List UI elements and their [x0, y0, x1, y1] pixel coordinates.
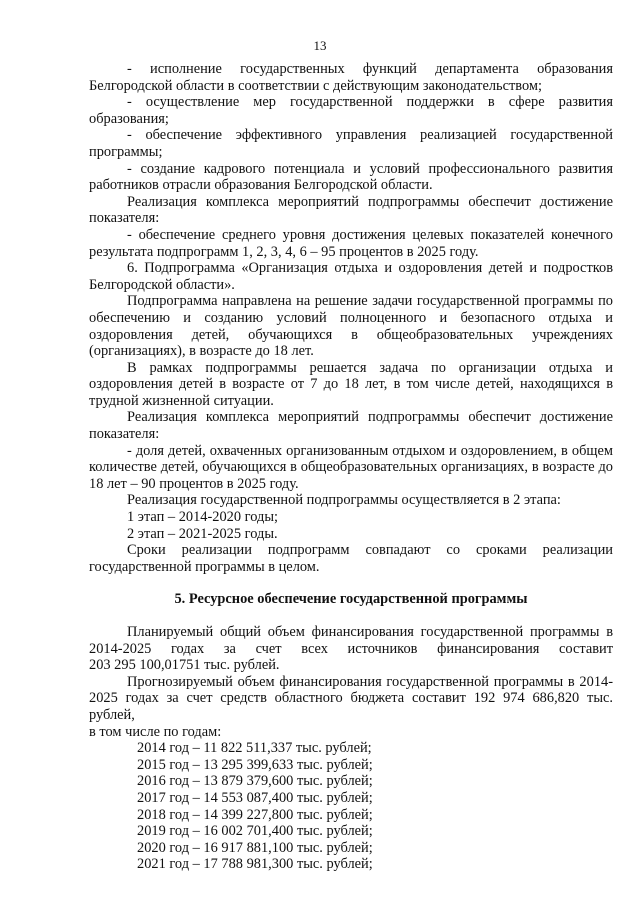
stage-item: 1 этап – 2014-2020 годы;	[127, 509, 278, 526]
paragraph-line: 2025 годах за счет средств областного бюджета составит 192 974 686,820 тыс. рублей,	[89, 690, 613, 723]
stage-item: 2 этап – 2021-2025 годы.	[127, 525, 278, 542]
year-funding-item: 2017 год – 14 553 087,400 тыс. рублей;	[137, 789, 373, 806]
subprogram-title: 6. Подпрограмма «Организация отдыха и оздоровления детей и подростков	[127, 260, 613, 277]
indicator-line: 18 лет – 90 процентов в 2025 году.	[89, 475, 299, 492]
list-item-continuation: работников отрасли образования Белгородской области.	[89, 177, 433, 194]
paragraph-line: обеспечению и созданию условий полноценного и безопасного отдыха и	[89, 309, 613, 326]
list-item: - исполнение государственных функций департамента образования	[127, 61, 613, 77]
paragraph-line: Сроки реализации подпрограмм совпадают со сроками реализации	[127, 542, 613, 559]
stages-intro: Реализация государственной подпрограммы осуществляется в 2 этапа:	[127, 492, 561, 509]
indicator-line: - обеспечение среднего уровня достижения целевых показателей конечного	[127, 226, 613, 243]
paragraph-line: В рамках подпрограммы решается задача по организации отдыха и	[127, 359, 613, 376]
year-funding-item: 2015 год – 13 295 399,633 тыс. рублей;	[137, 756, 373, 773]
paragraph-line: Подпрограмма направлена на решение задачи государственной программы по	[127, 293, 613, 310]
paragraph-line: оздоровления детей, обучающихся в общеобразовательных учреждениях	[89, 326, 613, 343]
list-item-continuation: программы;	[89, 143, 163, 160]
paragraph-line: Прогнозируемый объем финансирования государственной программы в 2014-	[127, 673, 613, 690]
paragraph-line: оздоровления детей в возрасте от 7 до 18 лет, в том числе детей, находящихся в	[89, 376, 613, 393]
list-item-continuation: Белгородской области в соответствии с действующим законодательством;	[89, 77, 542, 94]
indicator-line: - доля детей, охваченных организованным отдыхом и оздоровлением, в общем	[127, 442, 613, 459]
paragraph-line: Планируемый общий объем финансирования государственной программы в	[127, 624, 613, 640]
paragraph-line: (организациях), в возрасте до 18 лет.	[89, 343, 314, 360]
paragraph-line: Реализация комплекса мероприятий подпрограммы обеспечит достижение	[127, 409, 613, 426]
paragraph-line: трудной жизненной ситуации.	[89, 392, 274, 409]
year-funding-item: 2020 год – 16 917 881,100 тыс. рублей;	[137, 839, 373, 856]
paragraph-line: показателя:	[89, 426, 160, 443]
section-heading: 5. Ресурсное обеспечение государственной программы	[174, 591, 528, 608]
paragraph-line: показателя:	[89, 210, 160, 227]
year-funding-item: 2014 год – 11 822 511,337 тыс. рублей;	[137, 740, 372, 757]
list-item: - осуществление мер государственной поддержки в сфере развития	[127, 94, 613, 111]
paragraph-line: 2014-2025 годах за счет всех источников финансирования составит	[89, 640, 613, 657]
year-funding-item: 2016 год – 13 879 379,600 тыс. рублей;	[137, 773, 373, 790]
page-number: 13	[313, 38, 327, 53]
indicator-line: результата подпрограмм 1, 2, 3, 4, 6 – 95 процентов в 2025 году.	[89, 243, 479, 260]
list-item: - обеспечение эффективного управления реализацией государственной	[127, 127, 613, 144]
year-funding-item: 2018 год – 14 399 227,800 тыс. рублей;	[137, 806, 373, 823]
document-body	[89, 61, 613, 873]
paragraph-line: государственной программы в целом.	[89, 558, 320, 575]
paragraph-line: в том числе по годам:	[89, 723, 222, 740]
year-funding-item: 2021 год – 17 788 981,300 тыс. рублей;	[137, 856, 373, 873]
subprogram-title: Белгородской области».	[89, 276, 235, 293]
list-item-continuation: образования;	[89, 110, 169, 127]
yearly-funding-list	[89, 740, 613, 873]
paragraph-line: 203 295 100,01751 тыс. рублей.	[89, 657, 280, 674]
year-funding-item: 2019 год – 16 002 701,400 тыс. рублей;	[137, 823, 373, 840]
paragraph-line: Реализация комплекса мероприятий подпрограммы обеспечит достижение	[127, 193, 613, 210]
list-item: - создание кадрового потенциала и условий профессионального развития	[127, 160, 613, 177]
indicator-line: количестве детей, обучающихся в общеобразовательных организациях, в возрасте до	[89, 459, 613, 476]
